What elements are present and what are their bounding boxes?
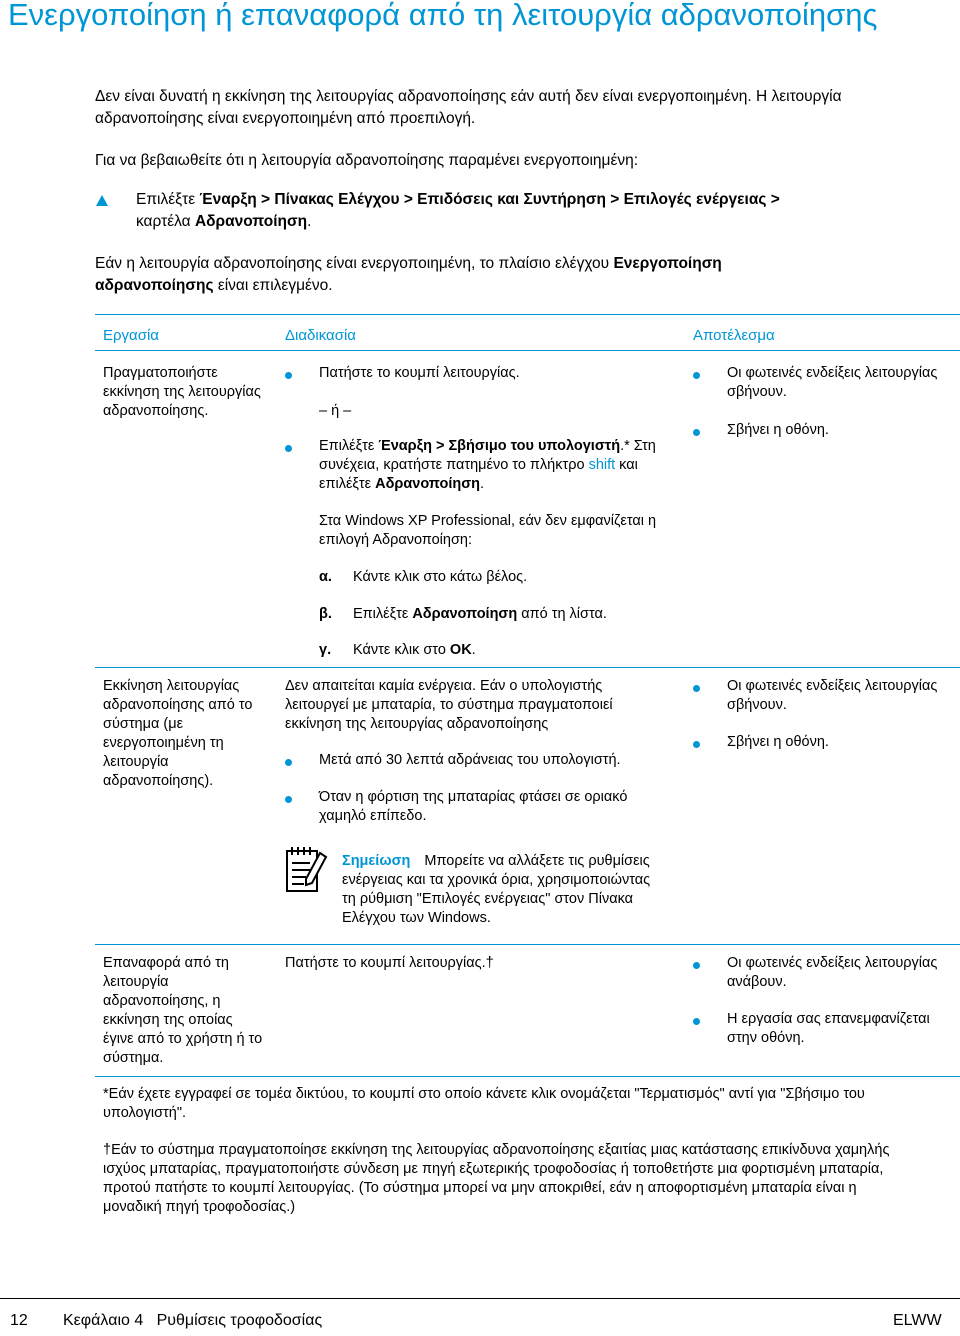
row2-bullet-2: Όταν η φόρτιση της μπαταρίας φτάσει σε οριακό χαμηλό επίπεδο. (319, 789, 628, 824)
row-divider (95, 667, 960, 668)
bullet-icon (285, 372, 292, 379)
row1-result-2: Σβήνει η οθόνη. (727, 422, 829, 438)
shift-key: shift (588, 457, 616, 473)
bullet-icon (693, 1018, 700, 1025)
checkbox-note-line-1: Εάν η λειτουργία αδρανοποίησης είναι ενεργοποιημένη, το πλαίσιο ελέγχου Ενεργοποίηση (95, 255, 722, 272)
row3-result-1: Οι φωτεινές ενδείξεις λειτουργίας ανάβουν. (727, 955, 938, 990)
row1-sub-a: α. Κάντε κλικ στο κάτω βέλος. (319, 569, 528, 585)
bullet-icon (693, 372, 700, 379)
note-label: Σημείωση (342, 853, 411, 869)
bullet-icon (285, 445, 292, 452)
header-result: Αποτέλεσμα (693, 327, 775, 344)
checkbox-name: Ενεργοποίηση (613, 255, 722, 272)
row3-procedure: Πατήστε το κουμπί λειτουργίας.† (285, 955, 494, 971)
row2-bullet-1: Μετά από 30 λεπτά αδράνειας του υπολογιστή. (319, 752, 621, 768)
row1-proc-b: Επιλέξτε Έναρξη > Σβήσιμο του υπολογιστή.* Στη συνέχεια, κρατήστε πατημένο το πλήκτρο shift και επιλέξτε Αδρανοποίηση. (319, 438, 656, 492)
footnote-dagger: †Εάν το σύστημα πραγματοποίησε εκκίνηση της λειτουργίας αδρανοποίησης εξαιτίας μιας κατάστασης επικίνδυνα χαμηλής ισχύος μπαταρίας, πραγματοποιήστε σύνδεση με πηγή εξωτερικής τροφοδοσίας ή τοποθετήστε μια φορτισμένη μπαταρία, προτού πατήστε το κουμπί λειτουργίας. (Το σύστημα μπορεί να μην αποκριθεί, εάν η αποφορτισμένη μπαταρία είναι η μοναδική πηγή τροφοδοσίας.) (103, 1142, 890, 1215)
bullet-icon (285, 796, 292, 803)
bullet-icon (693, 429, 700, 436)
bullet-icon (693, 685, 700, 692)
step-line-2: καρτέλα Αδρανοποίηση. (136, 213, 312, 230)
row2-task: Εκκίνηση λειτουργίας αδρανοποίησης από το σύστημα (με ενεργοποιημένη τη λειτουργία αδρανοποίησης). (103, 678, 253, 789)
step-menu-path: Έναρξη > Πίνακας Ελέγχου > Επιδόσεις και Συντήρηση > Επιλογές ενέργειας > (199, 191, 780, 208)
footer-rule (0, 1298, 960, 1299)
intro-paragraph: Δεν είναι δυνατή η εκκίνηση της λειτουργίας αδρανοποίησης εάν αυτή δεν είναι ενεργοποιημένη. Η λειτουργία αδρανοποίησης είναι ενεργοποιημένη από προεπιλογή. (95, 88, 842, 127)
table-header-rule (95, 350, 960, 351)
row1-task: Πραγματοποιήστε εκκίνηση της λειτουργίας αδρανοποίησης. (103, 365, 261, 419)
row1-proc-a: Πατήστε το κουμπί λειτουργίας. (319, 365, 520, 381)
row1-sub-b: β. Επιλέξτε Αδρανοποίηση από τη λίστα. (319, 606, 607, 622)
row1-xp-note: Στα Windows XP Professional, εάν δεν εμφανίζεται η επιλογή Αδρανοποίηση: (319, 513, 657, 548)
row1-result-1: Οι φωτεινές ενδείξεις λειτουργίας σβήνουν. (727, 365, 938, 400)
step-triangle-icon (96, 195, 108, 206)
row2-result-2: Σβήνει η οθόνη. (727, 734, 829, 750)
shutdown-path: Έναρξη > Σβήσιμο του υπολογιστή (378, 438, 621, 454)
doc-code: ELWW (893, 1312, 942, 1329)
chapter-title: Κεφάλαιο 4 Ρυθμίσεις τροφοδοσίας (63, 1312, 323, 1329)
bullet-icon (285, 759, 292, 766)
bullet-icon (693, 962, 700, 969)
checkbox-note-line-2: αδρανοποίησης είναι επιλεγμένο. (95, 277, 333, 294)
row3-task: Επαναφορά από τη λειτουργία αδρανοποίησης, η εκκίνηση της οποίας έγινε από το χρήστη ή το σύστημα. (103, 955, 263, 1066)
table-bottom-rule (95, 1076, 960, 1077)
page-title: Ενεργοποίηση ή επαναφορά από τη λειτουργία αδρανοποίησης (8, 0, 878, 32)
row2-result-1: Οι φωτεινές ενδείξεις λειτουργίας σβήνουν. (727, 678, 938, 713)
row1-sub-c: γ. Κάντε κλικ στο OK. (319, 642, 476, 658)
row2-procedure: Δεν απαιτείται καμία ενέργεια. Εάν ο υπολογιστής λειτουργεί με μπαταρία, το σύστημα πραγματοποιεί εκκίνηση της λειτουργίας αδρανοποίησης (285, 678, 613, 732)
footnote-star: *Εάν έχετε εγγραφεί σε τομέα δικτύου, το κουμπί στο οποίο κάνετε κλικ ονομάζεται "Τερματισμός" αντί για "Σβήσιμο του υπολογιστή". (103, 1086, 865, 1121)
step-tab-name: Αδρανοποίηση (194, 213, 308, 230)
row-divider (95, 944, 960, 945)
table-top-rule (95, 314, 960, 315)
row3-result-2: Η εργασία σας επανεμφανίζεται στην οθόνη. (727, 1011, 930, 1046)
page-number: 12 (10, 1312, 28, 1329)
verify-lead: Για να βεβαιωθείτε ότι η λειτουργία αδρανοποίησης παραμένει ενεργοποιημένη: (95, 152, 639, 169)
header-procedure: Διαδικασία (285, 327, 356, 344)
step-line-1: Επιλέξτε Έναρξη > Πίνακας Ελέγχου > Επιδόσεις και Συντήρηση > Επιλογές ενέργειας > (136, 191, 780, 208)
note-icon (284, 845, 330, 895)
header-task: Εργασία (103, 327, 159, 344)
note-text: Σημείωση Μπορείτε να αλλάξετε τις ρυθμίσεις ενέργειας και τα χρονικά όρια, χρησιμοποιώντας τη ρύθμιση "Επιλογές ενέργειας" στον Πίνακα Ελέγχου των Windows. (342, 853, 651, 926)
row1-or: – ή – (319, 403, 352, 419)
bullet-icon (693, 741, 700, 748)
